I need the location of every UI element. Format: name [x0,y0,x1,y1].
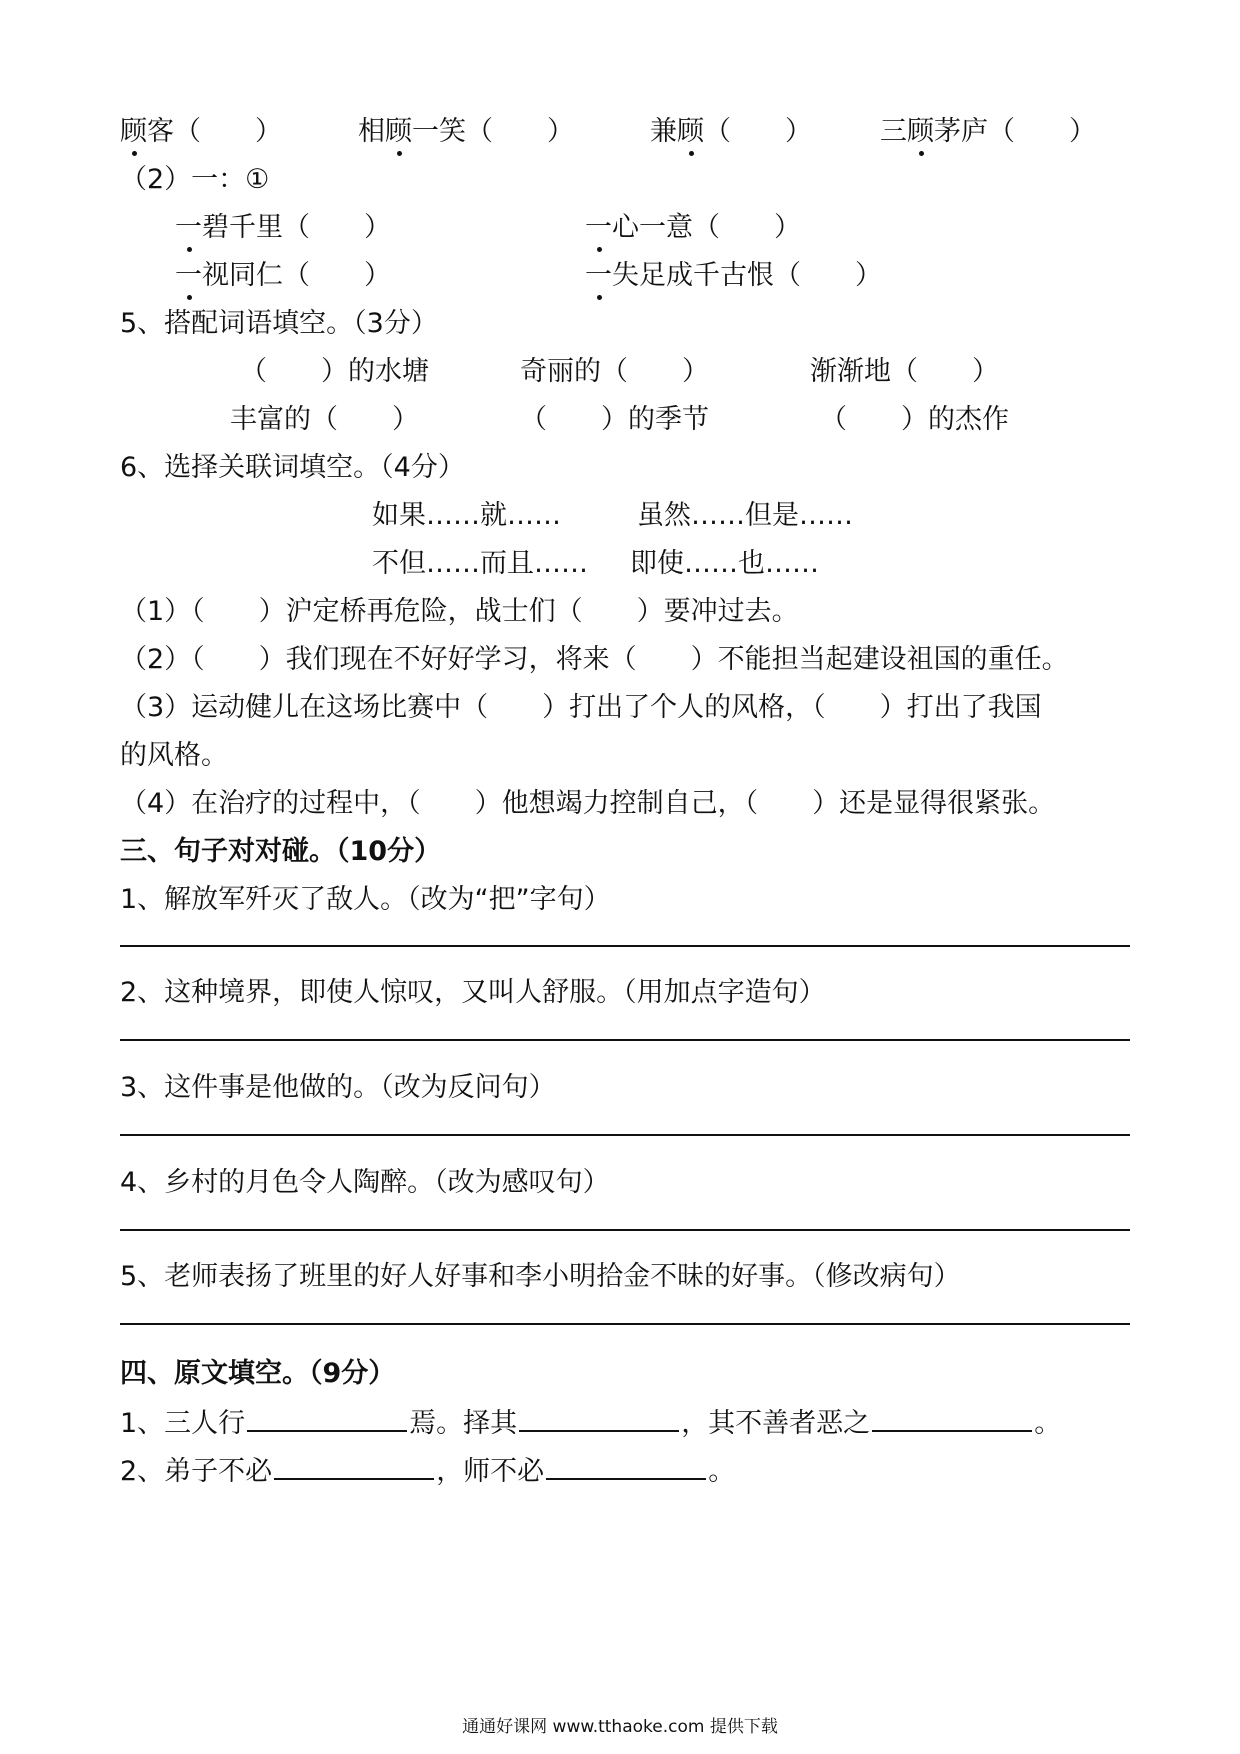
q5-item: （ ）的水塘 [240,356,429,387]
answer-line[interactable] [120,1229,1130,1231]
dotted-char: 顾 [907,114,934,150]
q5-item: （ ）的季节 [520,404,709,435]
answer-line[interactable] [120,945,1130,947]
word-text: 一笑（ ） [412,116,574,147]
word-text: 碧千里（ ） [202,212,391,243]
yi-word-item [175,258,391,294]
section4-title: 四、原文填空。（9分） [120,1358,396,1389]
fill-blank[interactable] [274,1452,434,1480]
s3-q5: 5、老师表扬了班里的好人好事和李小明拾金不昧的好事。（修改病句） [120,1261,961,1292]
section3-title: 三、句子对对碰。（10分） [120,836,442,867]
yi-label: （2）一：① [120,164,270,195]
answer-line[interactable] [120,1134,1130,1136]
q5-item: （ ）的杰作 [820,404,1009,435]
q6-item-3-cont: 的风格。 [120,740,228,771]
q5-item: 渐渐地（ ） [810,356,999,387]
q6-option: 即使……也…… [630,548,819,579]
q5-title: 5、搭配词语填空。（3分） [120,308,438,339]
s3-q1: 1、解放军歼灭了敌人。（改为“把”字句） [120,884,611,915]
q5-item: 丰富的（ ） [230,404,419,435]
gu-word-item [880,114,1096,150]
dotted-char: 顾 [120,114,147,150]
q6-item-1: （1）（ ）沪定桥再危险，战士们（ ）要冲过去。 [120,596,799,627]
word-text: 失足成千古恨（ ） [612,260,882,291]
gu-word-item [650,114,812,150]
s4-q1-text: 焉。择其 [409,1408,518,1439]
dotted-char: 一 [175,210,202,246]
s4-q2-text: 2、弟子不必 [120,1456,273,1487]
dotted-char: 顾 [677,114,704,150]
word-text: 兼 [650,116,677,147]
s4-q1 [120,1404,1061,1442]
word-text: 茅庐（ ） [934,116,1096,147]
yi-word-item [175,210,391,246]
word-text: 三 [880,116,907,147]
s4-q1-text: 1、三人行 [120,1408,246,1439]
dotted-char: 一 [585,258,612,294]
s4-q1-text: ，其不善者恶之 [681,1408,871,1439]
q6-item-3: （3）运动健儿在这场比赛中（ ）打出了个人的风格，（ ）打出了我国 [120,692,1042,723]
q6-option: 如果……就…… [372,500,561,531]
yi-word-item [585,258,882,294]
s4-q2 [120,1452,735,1490]
q5-item: 奇丽的（ ） [520,356,709,387]
fill-blank[interactable] [872,1404,1032,1432]
word-text: 心一意（ ） [612,212,801,243]
s3-q2: 2、这种境界，即使人惊叹，又叫人舒服。（用加点字造句） [120,977,826,1008]
q6-option: 虽然……但是…… [637,500,853,531]
s4-q2-text: 。 [708,1456,736,1487]
word-text: 客（ ） [147,116,282,147]
gu-word-item [120,114,282,150]
q6-title: 6、选择关联词填空。（4分） [120,452,465,483]
dotted-char: 一 [175,258,202,294]
dotted-char: 一 [585,210,612,246]
yi-word-item [585,210,801,246]
q6-item-4: （4）在治疗的过程中，（ ）他想竭力控制自己，（ ）还是显得很紧张。 [120,788,1056,819]
s4-q2-text: ，师不必 [436,1456,545,1487]
answer-line[interactable] [120,1323,1130,1325]
q6-option: 不但……而且…… [372,548,588,579]
fill-blank[interactable] [519,1404,679,1432]
word-text: 视同仁（ ） [202,260,391,291]
answer-line[interactable] [120,1039,1130,1041]
fill-blank[interactable] [546,1452,706,1480]
footer-credit: 通通好课网 www.tthaoke.com 提供下载 [462,1717,778,1737]
s4-q1-text: 。 [1034,1408,1062,1439]
q6-item-2: （2）（ ）我们现在不好好学习，将来（ ）不能担当起建设祖国的重任。 [120,644,1069,675]
word-text: （ ） [704,116,812,147]
word-text: 相 [358,116,385,147]
s3-q3: 3、这件事是他做的。（改为反问句） [120,1072,556,1103]
dotted-char: 顾 [385,114,412,150]
fill-blank[interactable] [247,1404,407,1432]
gu-word-item [358,114,574,150]
s3-q4: 4、乡村的月色令人陶醉。（改为感叹句） [120,1167,610,1198]
